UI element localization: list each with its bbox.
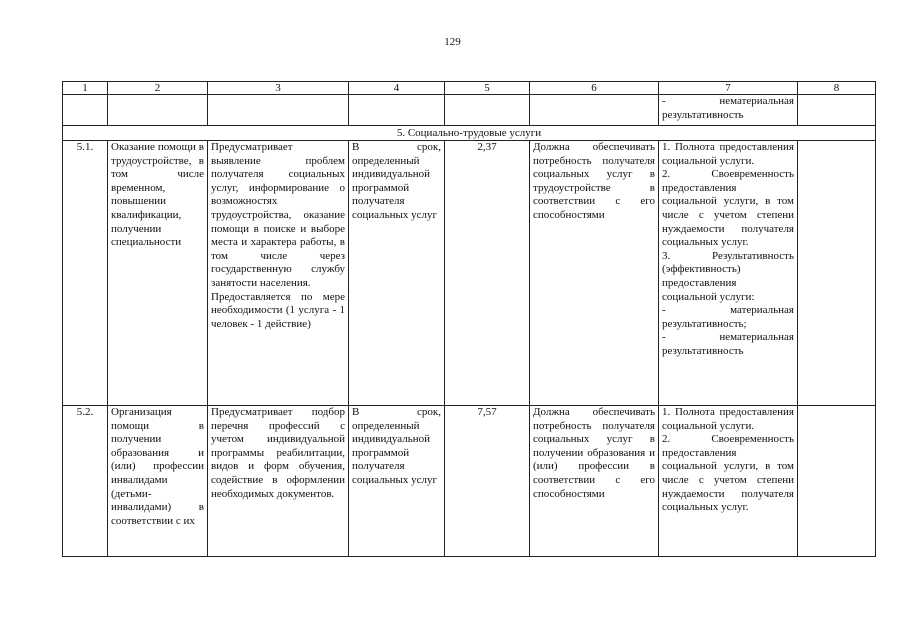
service-name: Организация помощи в получении образования и (или) профессии инвалидами (детьми-инвалидами) в соответствии с их bbox=[108, 406, 208, 557]
service-term: В срок, определенный индивидуальной программой получателя социальных услуг bbox=[349, 141, 445, 406]
service-description: Предусматривает подбор перечня профессий с учетом индивидуальной программы реабилитации, видов и форм обучения, содействие в оформлении необходимых документов. bbox=[208, 406, 349, 557]
quality-indicators bbox=[659, 141, 798, 406]
service-tariff: 2,37 bbox=[445, 141, 530, 406]
indicator-item: 1. Полнота предоставления социальной услуги. bbox=[662, 406, 794, 432]
header-row bbox=[63, 82, 876, 95]
description-extra: Предоставляется по мере необходимости (1 услуга - 1 человек - 1 действие) bbox=[211, 290, 345, 330]
header-cell: 7 bbox=[659, 82, 798, 95]
indicator-cell: - нематериальная результативность bbox=[659, 95, 798, 126]
row-number: 5.2. bbox=[63, 406, 108, 557]
header-cell: 5 bbox=[445, 82, 530, 95]
header-cell: 8 bbox=[798, 82, 876, 95]
service-conditions: Должна обеспечивать потребность получателя социальных услуг в трудоустройстве в соответствии с его способностями bbox=[530, 141, 659, 406]
indicator-item: - нематериальная результативность bbox=[662, 331, 794, 357]
table-row bbox=[63, 141, 876, 406]
indicator-item: - материальная результативность; bbox=[662, 304, 794, 330]
service-term: В срок, определенный индивидуальной программой получателя социальных услуг bbox=[349, 406, 445, 557]
header-cell: 4 bbox=[349, 82, 445, 95]
empty-cell bbox=[63, 95, 108, 126]
empty-cell bbox=[798, 95, 876, 126]
service-tariff: 7,57 bbox=[445, 406, 530, 557]
indicator-item: 3. Результативность (эффективность) предоставления социальной услуги: bbox=[662, 249, 794, 303]
service-name: Оказание помощи в трудоустройстве, в том числе временном, повышении квалификации, получении специальности bbox=[108, 141, 208, 406]
description-text: Предусматривает выявление проблем получателя социальных услуг, информирование о возможностях трудоустройства, оказание помощи в поиске и выборе места и характера работы, в том числе через государственную службу занятости населения. bbox=[211, 141, 345, 289]
indicator-item: 1. Полнота предоставления социальной услуги. bbox=[662, 141, 794, 167]
row-number: 5.1. bbox=[63, 141, 108, 406]
indicator-item: 2. Своевременность предоставления социальной услуги, в том числе с учетом степени нуждаемости получателя социальных услуг. bbox=[662, 433, 794, 514]
header-cell: 3 bbox=[208, 82, 349, 95]
empty-cell bbox=[445, 95, 530, 126]
service-description bbox=[208, 141, 349, 406]
header-cell: 6 bbox=[530, 82, 659, 95]
services-table bbox=[62, 81, 876, 557]
page-number: 129 bbox=[444, 36, 461, 48]
header-cell: 2 bbox=[108, 82, 208, 95]
notes-cell bbox=[798, 406, 876, 557]
table-row bbox=[63, 406, 876, 557]
section-title: 5. Социально-трудовые услуги bbox=[63, 126, 876, 141]
notes-cell bbox=[798, 141, 876, 406]
indicator-item: 2. Своевременность предоставления социальной услуги, в том числе с учетом степени нуждаемости получателя социальных услуг. bbox=[662, 168, 794, 249]
empty-cell bbox=[108, 95, 208, 126]
header-cell: 1 bbox=[63, 82, 108, 95]
section-row bbox=[63, 126, 876, 141]
empty-cell bbox=[530, 95, 659, 126]
empty-cell bbox=[208, 95, 349, 126]
service-conditions: Должна обеспечивать потребность получателя социальных услуг в получении образования и (или) профессии в соответствии с его способностями bbox=[530, 406, 659, 557]
continuation-row bbox=[63, 95, 876, 126]
empty-cell bbox=[349, 95, 445, 126]
quality-indicators bbox=[659, 406, 798, 557]
